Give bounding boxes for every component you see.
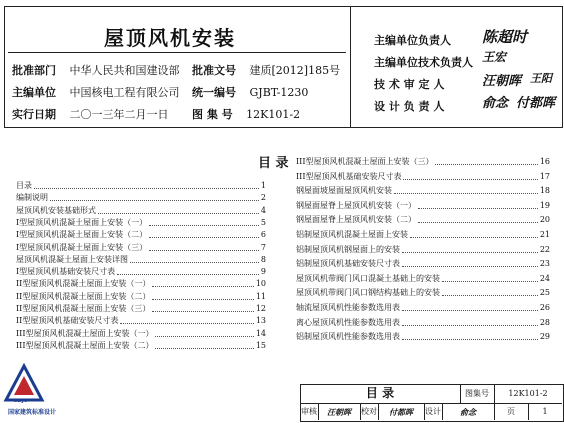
toc-entry[interactable]	[16, 217, 266, 228]
toc-entry[interactable]	[296, 185, 550, 196]
toc-heading: 目 录	[258, 156, 289, 171]
toc-entry-title: II型屋顶风机基础安装尺寸表	[16, 316, 119, 326]
toc-entry-title: III型屋顶风机混凝土屋面上安装（二）	[16, 340, 154, 350]
toc-entry-page: 15	[255, 340, 266, 350]
toc-entry[interactable]	[296, 200, 550, 211]
toc-entry[interactable]	[16, 278, 266, 289]
toc-entry-title: I型屋顶风机基础安装尺寸表	[16, 267, 116, 277]
toc-entry-page: 28	[539, 317, 550, 327]
toc-entry[interactable]	[16, 192, 266, 203]
toc-entry[interactable]	[296, 273, 550, 284]
toc-entry-page: 14	[255, 328, 266, 338]
design-label-cell: 设计	[424, 404, 443, 420]
editor-unit-label: 主编单位	[12, 86, 56, 99]
toc-entry-title: 钢屋面屋脊上屋顶风机安装（一）	[296, 200, 416, 210]
design-name-cell: 俞念	[442, 404, 495, 420]
toc-entry-page: 19	[539, 200, 550, 210]
toc-entry-title: II型屋顶风机混凝土屋面上安装（三）	[16, 304, 151, 313]
toc-entry-title: I型屋顶风机混凝土屋面上安装（三）	[16, 242, 148, 252]
responsible-1-label: 主编单位负责人	[374, 34, 451, 47]
toc-entry[interactable]	[296, 258, 550, 269]
atlas-value-cell: 12K101-2	[494, 384, 562, 404]
toc-entry-leader	[149, 244, 259, 251]
toc-entry[interactable]	[296, 156, 550, 167]
toc-entry-title: II型屋顶风机混凝土屋面上安装（二）	[16, 291, 151, 301]
approval-doc-row	[192, 62, 340, 78]
toc-entry[interactable]	[16, 303, 266, 314]
toc-entry-title: 轴流屋顶风机性能参数选用表	[296, 303, 400, 312]
toc-entry[interactable]	[16, 291, 266, 302]
toc-entry-page: 18	[539, 186, 550, 196]
page-value-cell: 1	[542, 407, 548, 416]
toc-entry-leader	[149, 219, 259, 226]
toc-entry-title: 铝制屋顶风机混凝土屋面上安装	[296, 230, 408, 239]
atlas-no-value: 12K101-2	[246, 108, 301, 121]
toc-entry-title: 钢屋面坡屋面屋顶风机安装	[296, 186, 392, 196]
toc-entry-page: 13	[255, 316, 266, 326]
toc-entry-title: III型屋顶风机基础安装尺寸表	[296, 171, 402, 181]
toc-entry-leader	[155, 342, 253, 349]
toc-entry[interactable]	[296, 331, 550, 342]
toc-entry-page: 12	[255, 304, 266, 313]
toc-entry-leader	[394, 187, 538, 194]
responsible-4-label: 设 计 负 责 人	[374, 100, 445, 113]
toc-entry-title: 铝制屋顶风机性能参数选用表	[296, 332, 400, 342]
toc-entry-page: 6	[260, 230, 266, 240]
approval-dept-value: 中华人民共和国建设部	[69, 64, 180, 77]
toc-entry-title: 屋顶风机带阀门风口混凝土基础上的安装	[296, 273, 440, 283]
toc-entry-page: 16	[539, 157, 550, 166]
toc-entry[interactable]	[16, 205, 266, 216]
toc-entry-page: 26	[539, 303, 550, 312]
responsible-2-signature: 王宏	[482, 50, 507, 64]
toc-entry-leader	[50, 194, 259, 201]
responsible-3-signature-2: 王阳	[530, 72, 552, 85]
toc-entry-leader	[152, 293, 253, 300]
toc-entry-page: 21	[539, 230, 550, 239]
unified-no-row	[192, 84, 308, 100]
responsible-4-signature-2: 付都晖	[516, 96, 556, 111]
toc-entry-leader	[442, 289, 538, 296]
toc-entry-leader	[418, 216, 538, 223]
toc-entry-page: 25	[539, 288, 550, 298]
review-label-cell: 审核	[300, 404, 319, 420]
check-name-cell: 付都晖	[378, 404, 425, 420]
toc-entry-title: 离心屋顶风机性能参数选用表	[296, 317, 400, 327]
toc-entry[interactable]	[296, 244, 550, 255]
toc-entry-leader	[120, 317, 253, 324]
toc-entry-page: 23	[539, 259, 550, 269]
toc-entry[interactable]	[296, 317, 550, 328]
unified-no-label: 统一编号	[192, 86, 236, 99]
toc-entry-leader	[442, 275, 538, 282]
impl-date-row	[12, 106, 169, 122]
toc-entry-leader	[34, 182, 259, 189]
title-divider	[8, 52, 346, 53]
toc-entry[interactable]	[16, 229, 266, 240]
toc-entry-title: 钢屋面屋脊上屋顶风机安装（二）	[296, 215, 416, 225]
toc-entry-title: 目录	[16, 181, 32, 190]
title-block-title: 目 录	[300, 384, 461, 404]
toc-entry[interactable]	[16, 328, 266, 339]
toc-entry-leader	[402, 246, 538, 253]
toc-entry-leader	[402, 260, 538, 267]
logo-caption: 国家建筑标准设计	[8, 409, 57, 416]
toc-entry-title: 铝制屋顶风机钢屋面上的安装	[296, 244, 400, 254]
toc-entry-title: III型屋顶风机混凝土屋面上安装（一）	[16, 328, 154, 338]
toc-entry[interactable]	[16, 266, 266, 277]
toc-entry-title: 编制说明	[16, 193, 48, 203]
toc-entry-title: II型屋顶风机混凝土屋面上安装（一）	[16, 279, 151, 289]
toc-entry[interactable]	[296, 171, 550, 182]
toc-entry-page: 22	[539, 244, 550, 254]
toc-entry-title: 铝制屋顶风机基础安装尺寸表	[296, 259, 400, 269]
impl-date-label: 实行日期	[12, 108, 56, 121]
toc-entry-leader	[149, 231, 259, 238]
toc-entry-leader	[435, 158, 537, 165]
toc-entry-page: 7	[260, 242, 266, 252]
toc-entry-leader	[155, 330, 253, 337]
toc-entry-page: 10	[255, 279, 266, 289]
toc-entry-page: 5	[260, 217, 266, 227]
impl-date-value: 二〇一三年二月一日	[69, 108, 169, 121]
toc-entry-page: 24	[539, 273, 550, 283]
toc-entry-leader	[402, 333, 538, 340]
atlas-label-cell: 图集号	[460, 384, 495, 404]
toc-entry-title: I型屋顶风机混凝土屋面上安装（一）	[16, 217, 148, 227]
toc-entry-leader	[402, 319, 538, 326]
responsible-3-signature: 汪朝晖	[482, 74, 522, 89]
atlas-no-row	[192, 106, 300, 122]
toc-entry-leader	[130, 256, 259, 263]
responsible-2-label: 主编单位技术负责人	[374, 56, 473, 69]
toc-entry[interactable]	[16, 315, 266, 326]
toc-entry-page: 8	[260, 254, 266, 264]
toc-entry-page: 29	[539, 332, 550, 342]
toc-entry-title: III型屋顶风机混凝土屋面上安装（三）	[296, 157, 434, 166]
toc-entry-page: 2	[260, 193, 266, 203]
approval-doc-label: 批准文号	[192, 64, 236, 77]
toc-entry-page: 17	[539, 171, 550, 181]
page-label-cell: 页	[494, 404, 529, 420]
approval-doc-value: 建质[2012]185号	[249, 64, 341, 77]
header	[0, 0, 564, 130]
approval-dept-row	[12, 62, 180, 78]
toc-entry-leader	[403, 173, 537, 180]
toc-entry-leader	[98, 207, 259, 214]
toc-entry-leader	[152, 280, 253, 287]
page-title: 屋顶风机安装	[104, 26, 236, 50]
check-label-cell: 校对	[360, 404, 379, 420]
toc-entry-leader	[402, 304, 538, 311]
responsible-4-signature: 俞念	[482, 96, 509, 111]
toc-entry-leader	[152, 305, 253, 312]
responsible-1-signature: 陈超时	[482, 28, 528, 46]
toc-entry-leader	[410, 231, 538, 238]
toc-entry[interactable]	[16, 180, 266, 191]
toc-entry[interactable]	[296, 287, 550, 298]
toc-entry[interactable]	[296, 302, 550, 313]
toc-entry[interactable]	[16, 340, 266, 351]
editor-unit-row	[12, 84, 180, 100]
atlas-no-label: 图 集 号	[192, 108, 233, 121]
toc-entry-leader	[418, 202, 538, 209]
toc-entry-title: 屋顶风机带阀门风口钢结构基础上的安装	[296, 288, 440, 298]
responsible-3-label: 技 术 审 定 人	[374, 78, 445, 91]
toc-entry[interactable]	[296, 214, 550, 225]
toc-entry[interactable]	[16, 242, 266, 253]
toc-entry-title: 屋顶风机安装基础形式	[16, 205, 96, 215]
logo-code: GBJT	[13, 398, 28, 404]
unified-no-value: GJBT-1230	[249, 86, 309, 99]
toc-entry-page: 9	[260, 267, 266, 277]
toc-entry[interactable]	[296, 229, 550, 240]
toc-entry-title: I型屋顶风机混凝土屋面上安装（二）	[16, 230, 148, 240]
toc-entry-leader	[117, 268, 259, 275]
toc-entry-title: 屋顶风机混凝土屋面上安装详图	[16, 254, 128, 264]
review-name-cell: 汪朝晖	[318, 404, 361, 420]
toc-entry-page: 1	[260, 181, 266, 190]
editor-unit-value: 中国核电工程有限公司	[69, 86, 180, 99]
approval-dept-label: 批准部门	[12, 64, 56, 77]
toc-entry-page: 4	[260, 205, 266, 215]
toc-entry-page: 11	[255, 291, 266, 301]
toc-entry-page: 20	[539, 215, 550, 225]
toc-entry[interactable]	[16, 254, 266, 265]
